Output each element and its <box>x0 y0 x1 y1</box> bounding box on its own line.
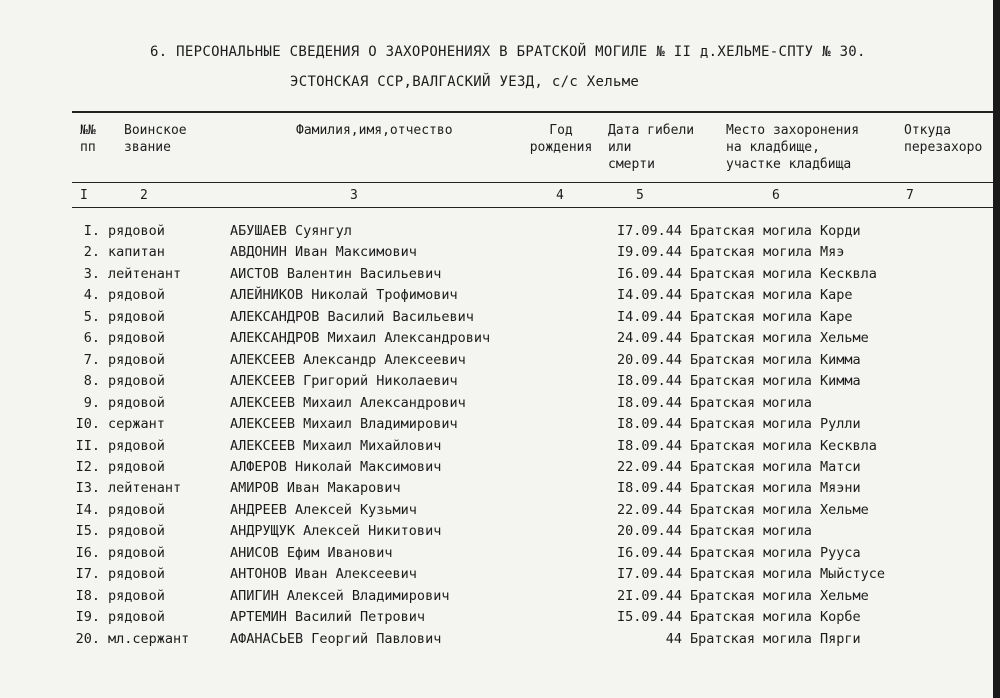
burial-place: Братская могила Хельме <box>690 330 869 346</box>
table-row <box>0 244 993 265</box>
death-date: I8.09.44 <box>616 438 682 454</box>
burial-place: Братская могила Рууса <box>690 545 861 561</box>
column-number-6: 6 <box>772 188 780 203</box>
full-name: АВДОНИН Иван Максимович <box>230 244 417 260</box>
death-date: 20.09.44 <box>616 352 682 368</box>
death-date: 20.09.44 <box>616 523 682 539</box>
military-rank: капитан <box>108 244 165 260</box>
burial-place: Братская могила Корбе <box>690 609 861 625</box>
burial-place: Братская могила Корди <box>690 223 861 239</box>
row-number: I4. <box>75 502 100 518</box>
full-name: АЛЕЙНИКОВ Николай Трофимович <box>230 287 458 303</box>
burial-place: Братская могила Кесквла <box>690 266 877 282</box>
burial-place: Братская могила Матси <box>690 459 861 475</box>
military-rank: рядовой <box>108 502 165 518</box>
header-name: Фамилия,имя,отчество <box>296 123 453 138</box>
military-rank: рядовой <box>108 352 165 368</box>
table-row <box>0 330 993 351</box>
full-name: АМИРОВ Иван Макарович <box>230 480 401 496</box>
military-rank: рядовой <box>108 330 165 346</box>
full-name: АЛЕКСЕЕВ Михаил Владимирович <box>230 416 458 432</box>
row-number: I8. <box>75 588 100 604</box>
column-number-7: 7 <box>906 188 914 203</box>
row-number: I9. <box>75 609 100 625</box>
table-row <box>0 223 993 244</box>
header-birth-year: Год рождения <box>529 123 593 155</box>
death-date: I6.09.44 <box>616 545 682 561</box>
row-number: 9. <box>83 395 100 411</box>
table-row <box>0 266 993 287</box>
table-row <box>0 309 993 330</box>
full-name: АЛЕКСЕЕВ Михаил Михайлович <box>230 438 442 454</box>
military-rank: рядовой <box>108 545 165 561</box>
row-number: I3. <box>75 480 100 496</box>
death-date: I7.09.44 <box>616 223 682 239</box>
header-rank: Воинское звание <box>124 123 187 155</box>
full-name: АЛЕКСАНДРОВ Михаил Александрович <box>230 330 491 346</box>
table-row <box>0 416 993 437</box>
table-row <box>0 480 993 501</box>
full-name: АРТЕМИН Василий Петрович <box>230 609 426 625</box>
full-name: АЛЕКСЕЕВ Григорий Николаевич <box>230 373 458 389</box>
military-rank: рядовой <box>108 287 165 303</box>
military-rank: рядовой <box>108 459 165 475</box>
death-date: 2I.09.44 <box>616 588 682 604</box>
table-row <box>0 545 993 566</box>
full-name: АНТОНОВ Иван Алексеевич <box>230 566 417 582</box>
full-name: АНИСОВ Ефим Иванович <box>230 545 393 561</box>
header-num: №№ пп <box>80 123 96 155</box>
row-number: I7. <box>75 566 100 582</box>
full-name: АИСТОВ Валентин Васильевич <box>230 266 442 282</box>
death-date: I8.09.44 <box>616 480 682 496</box>
military-rank: рядовой <box>108 309 165 325</box>
death-date: 44 <box>665 631 682 647</box>
burial-place: Братская могила Кесквла <box>690 438 877 454</box>
column-number-2: 2 <box>140 188 148 203</box>
full-name: АЛЕКСЕЕВ Александр Алексеевич <box>230 352 466 368</box>
death-date: I8.09.44 <box>616 373 682 389</box>
military-rank: мл.сержант <box>108 631 190 647</box>
row-number: 20. <box>75 631 100 647</box>
column-numbers-rule <box>72 207 993 208</box>
burial-place: Братская могила Каре <box>690 309 853 325</box>
row-number: I6. <box>75 545 100 561</box>
row-number: 4. <box>83 287 100 303</box>
header-burial-place: Место захоронения на кладбище, участке кладбища <box>726 123 860 172</box>
burial-place: Братская могила Хельме <box>690 588 869 604</box>
death-date: I8.09.44 <box>616 416 682 432</box>
military-rank: рядовой <box>108 609 165 625</box>
table-row <box>0 438 993 459</box>
column-number-4: 4 <box>556 188 564 203</box>
row-number: 7. <box>83 352 100 368</box>
death-date: I4.09.44 <box>616 287 682 303</box>
table-row <box>0 566 993 587</box>
full-name: АНДРУЩУК Алексей Никитович <box>230 523 442 539</box>
table-row <box>0 631 993 652</box>
table-row <box>0 609 993 630</box>
table-row <box>0 588 993 609</box>
death-date: I7.09.44 <box>616 566 682 582</box>
death-date: I9.09.44 <box>616 244 682 260</box>
full-name: АЛЕКСЕЕВ Михаил Александрович <box>230 395 466 411</box>
document-title: 6. ПЕРСОНАЛЬНЫЕ СВЕДЕНИЯ О ЗАХОРОНЕНИЯХ В БРАТСКОЙ МОГИЛЕ № II д.ХЕЛЬМЕ-СПТУ № 30. <box>150 44 866 60</box>
full-name: АНДРЕЕВ Алексей Кузьмич <box>230 502 417 518</box>
table-row <box>0 459 993 480</box>
table-row <box>0 352 993 373</box>
burial-place: Братская могила Кимма <box>690 373 861 389</box>
row-number: I. <box>83 223 100 239</box>
column-number-3: 3 <box>350 188 358 203</box>
military-rank: сержант <box>108 416 165 432</box>
table-row <box>0 523 993 544</box>
document-subtitle: ЭСТОНСКАЯ ССР,ВАЛГАСКИЙ УЕЗД, с/с Хельме <box>290 74 640 90</box>
burial-place: Братская могила Мяэни <box>690 480 861 496</box>
death-date: I4.09.44 <box>616 309 682 325</box>
death-date: 22.09.44 <box>616 459 682 475</box>
full-name: АЛФЕРОВ Николай Максимович <box>230 459 442 475</box>
full-name: АЛЕКСАНДРОВ Василий Васильевич <box>230 309 474 325</box>
military-rank: лейтенант <box>108 480 182 496</box>
burial-place: Братская могила Хельме <box>690 502 869 518</box>
burial-place: Братская могила Мыйстусе <box>690 566 886 582</box>
death-date: 22.09.44 <box>616 502 682 518</box>
row-number: I5. <box>75 523 100 539</box>
military-rank: рядовой <box>108 223 165 239</box>
table-row <box>0 287 993 308</box>
burial-place: Братская могила Пярги <box>690 631 861 647</box>
row-number: 5. <box>83 309 100 325</box>
full-name: АФАНАСЬЕВ Георгий Павлович <box>230 631 442 647</box>
death-date: 24.09.44 <box>616 330 682 346</box>
military-rank: рядовой <box>108 373 165 389</box>
military-rank: рядовой <box>108 523 165 539</box>
death-date: I8.09.44 <box>616 395 682 411</box>
row-number: I2. <box>75 459 100 475</box>
burial-place: Братская могила Кимма <box>690 352 861 368</box>
death-date: I5.09.44 <box>616 609 682 625</box>
row-number: 8. <box>83 373 100 389</box>
military-rank: рядовой <box>108 588 165 604</box>
burial-place: Братская могила Рулли <box>690 416 861 432</box>
military-rank: лейтенант <box>108 266 182 282</box>
burial-place: Братская могила <box>690 395 812 411</box>
column-number-5: 5 <box>636 188 644 203</box>
military-rank: рядовой <box>108 395 165 411</box>
row-number: I0. <box>75 416 100 432</box>
row-number: 3. <box>83 266 100 282</box>
burial-place: Братская могила Мяэ <box>690 244 845 260</box>
full-name: АБУШАЕВ Суянгул <box>230 223 352 239</box>
burial-place: Братская могила <box>690 523 812 539</box>
row-number: 2. <box>83 244 100 260</box>
row-number: 6. <box>83 330 100 346</box>
header-reburied-from: Откуда перезахоро <box>904 123 983 155</box>
column-number-1: I <box>80 188 88 203</box>
death-date: I6.09.44 <box>616 266 682 282</box>
table-row <box>0 373 993 394</box>
table-top-rule <box>72 111 993 113</box>
burial-place: Братская могила Каре <box>690 287 853 303</box>
table-row <box>0 502 993 523</box>
header-bottom-rule <box>72 182 993 183</box>
header-death-date: Дата гибели или смерти <box>608 123 695 172</box>
full-name: АПИГИН Алексей Владимирович <box>230 588 450 604</box>
military-rank: рядовой <box>108 566 165 582</box>
row-number: II. <box>75 438 100 454</box>
military-rank: рядовой <box>108 438 165 454</box>
table-row <box>0 395 993 416</box>
